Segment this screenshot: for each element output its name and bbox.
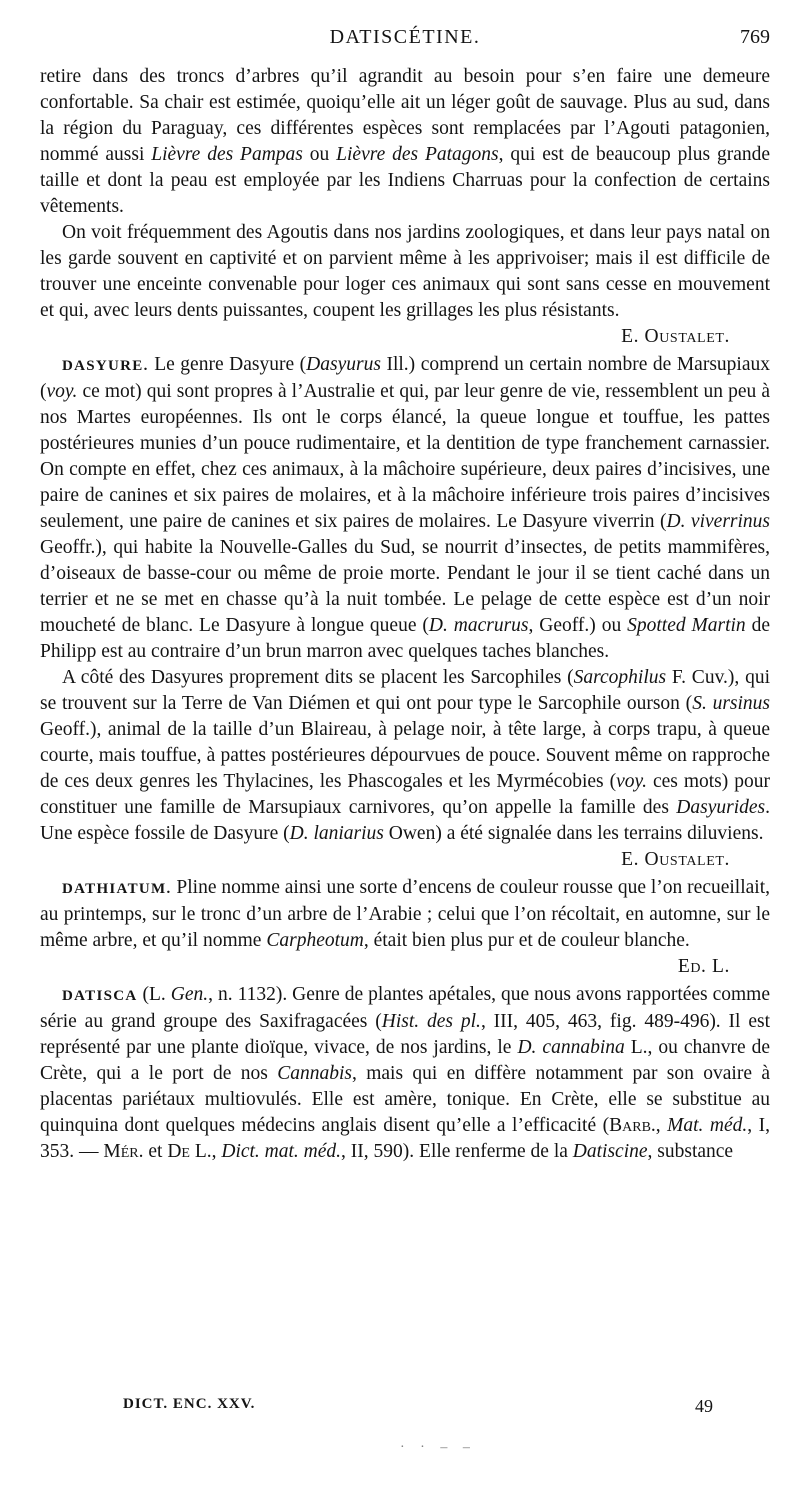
headword: DASYURE. xyxy=(62,358,149,374)
article-signature: E. Oustalet. xyxy=(621,849,730,870)
page-number: 769 xyxy=(740,26,770,48)
page-footer xyxy=(123,1396,713,1420)
signature-mark: DICT. ENC. XXV. xyxy=(123,1396,256,1412)
dasyure-paragraph-2: A côté des Dasyures proprement dits se placent les Sarcophiles (Sarcophilus F. Cuv.), qui se trouvent sur la Terre de Van Diémen et qui ont pour type le Sarcophile ourson (S. ursinus Geoff.), animal de la taille d’un Blaireau, à pelage noir, à tête large, à corps trapu, à queue courte, mais touffue, à pattes postérieures dépourvues de pouce. Souvent même on rapproche de ces deux genres les Thylacines, les Phascogales et les Myrmécobies (voy. ces mots) pour constituer une famille de Marsupiaux carnivores, qu’on appelle la famille des Dasyurides. Une espèce fossile de Dasyure (D. laniarius Owen) a été signalée dans les terrains diluviens. E. Oustalet. xyxy=(40,665,770,847)
agouti-paragraph-2: On voit fréquemment des Agoutis dans nos jardins zoologiques, et dans leur pays natal on les garde souvent en captivité et on parvient même à les apprivoiser; mais il est difficile de trouver une enceinte convenable pour loger ces animaux qui sont sans cesse en mouvement et qui, avec leurs dents puissantes, coupent les grillages les plus résistants. E. Oustalet. xyxy=(40,220,770,324)
running-title: DATISCÉTINE. xyxy=(329,26,481,48)
headword: DATISCA xyxy=(62,988,138,1004)
article-signature: E. Oustalet. xyxy=(621,326,730,347)
article-datisca: DATISCA (L. Gen., n. 1132). Genre de plantes apétales, que nous avons rapportées comme série au grand groupe des Saxifragacées (Hist. des pl., III, 405, 463, fig. 489-496). Il est représenté par une plante dioïque, vivace, de nos jardins, le D. cannabina L., ou chanvre de Crète, qui a le port de nos Cannabis, mais qui en diffère notamment par son ovaire à placentas pariétaux multiovulés. Elle est amère, tonique. En Crète, elle se substitue au quinquina dont quelques médecins anglais disent qu’elle a l’efficacité (Barb., Mat. méd., I, 353. — Mér. et De L., Dict. mat. méd., II, 590). Elle renferme de la Datiscine, substance xyxy=(40,984,771,1162)
article-signature: Ed. L. xyxy=(677,956,730,977)
article-dasyure: DASYURE. Le genre Dasyure (Dasyurus Ill.) comprend un certain nombre de Marsupiaux (voy. ce mot) qui sont propres à l’Australie et qui, par leur genre de vie, ressemblent un peu à nos Martes européennes. Ils ont le corps élancé, la queue longue et touffue, les pattes postérieures munies d’un pouce rudimentaire, et la dentition de type franchement carnassier. On compte en effet, chez ces animaux, à la mâchoire supérieure, deux paires d’incisives, une paire de canines et six paires de molaires, et à la mâchoire inférieure trois paires d’incisives seulement, une paire de canines et six paires de molaires. Le Dasyure viverrin (D. viverrinus Geoffr.), qui habite la Nouvelle-Galles du Sud, se nourrit d’insectes, de petits mammifères, d’oiseaux de basse-cour ou même de proie morte. Pendant le jour il se tient caché dans un terrier et ne se met en chasse qu’à la nuit tombée. Le pelage de cette espèce est d’un noir moucheté de blanc. Le Dasyure à longue queue (D. macrurus, Geoff.) ou Spotted Martin de Philipp est au contraire d’un brun marron avec quelques taches blanches. xyxy=(40,354,771,662)
headword: DATHIATUM. xyxy=(62,881,172,897)
page-header xyxy=(40,26,770,56)
gathering-number: 49 xyxy=(695,1396,713,1416)
page-body xyxy=(40,64,770,1165)
agouti-paragraph-1: retire dans des troncs d’arbres qu’il agrandit au besoin pour s’en faire une demeure confortable. Sa chair est estimée, quoiqu’elle ait un léger goût de sauvage. Plus au sud, dans la région du Paraguay, ces différentes espèces sont remplacées par l’Agouti patagonien, nommé aussi Lièvre des Pampas ou Lièvre des Patagons, qui est de beaucoup plus grande taille et dont la peau est employée par les Indiens Charruas pour la confection de certains vêtements. xyxy=(40,66,771,217)
scan-artifact: · · – – xyxy=(400,1440,476,1455)
article-dathiatum: DATHIATUM. Pline nomme ainsi une sorte d’encens de couleur rousse que l’on recueillait, au printemps, sur le tronc d’un arbre de l’Arabie ; celui que l’on récoltait, en automne, sur le même arbre, et qu’il nomme Carpheotum, était bien plus pur et de couleur blanche. Ed. L. xyxy=(40,875,770,954)
